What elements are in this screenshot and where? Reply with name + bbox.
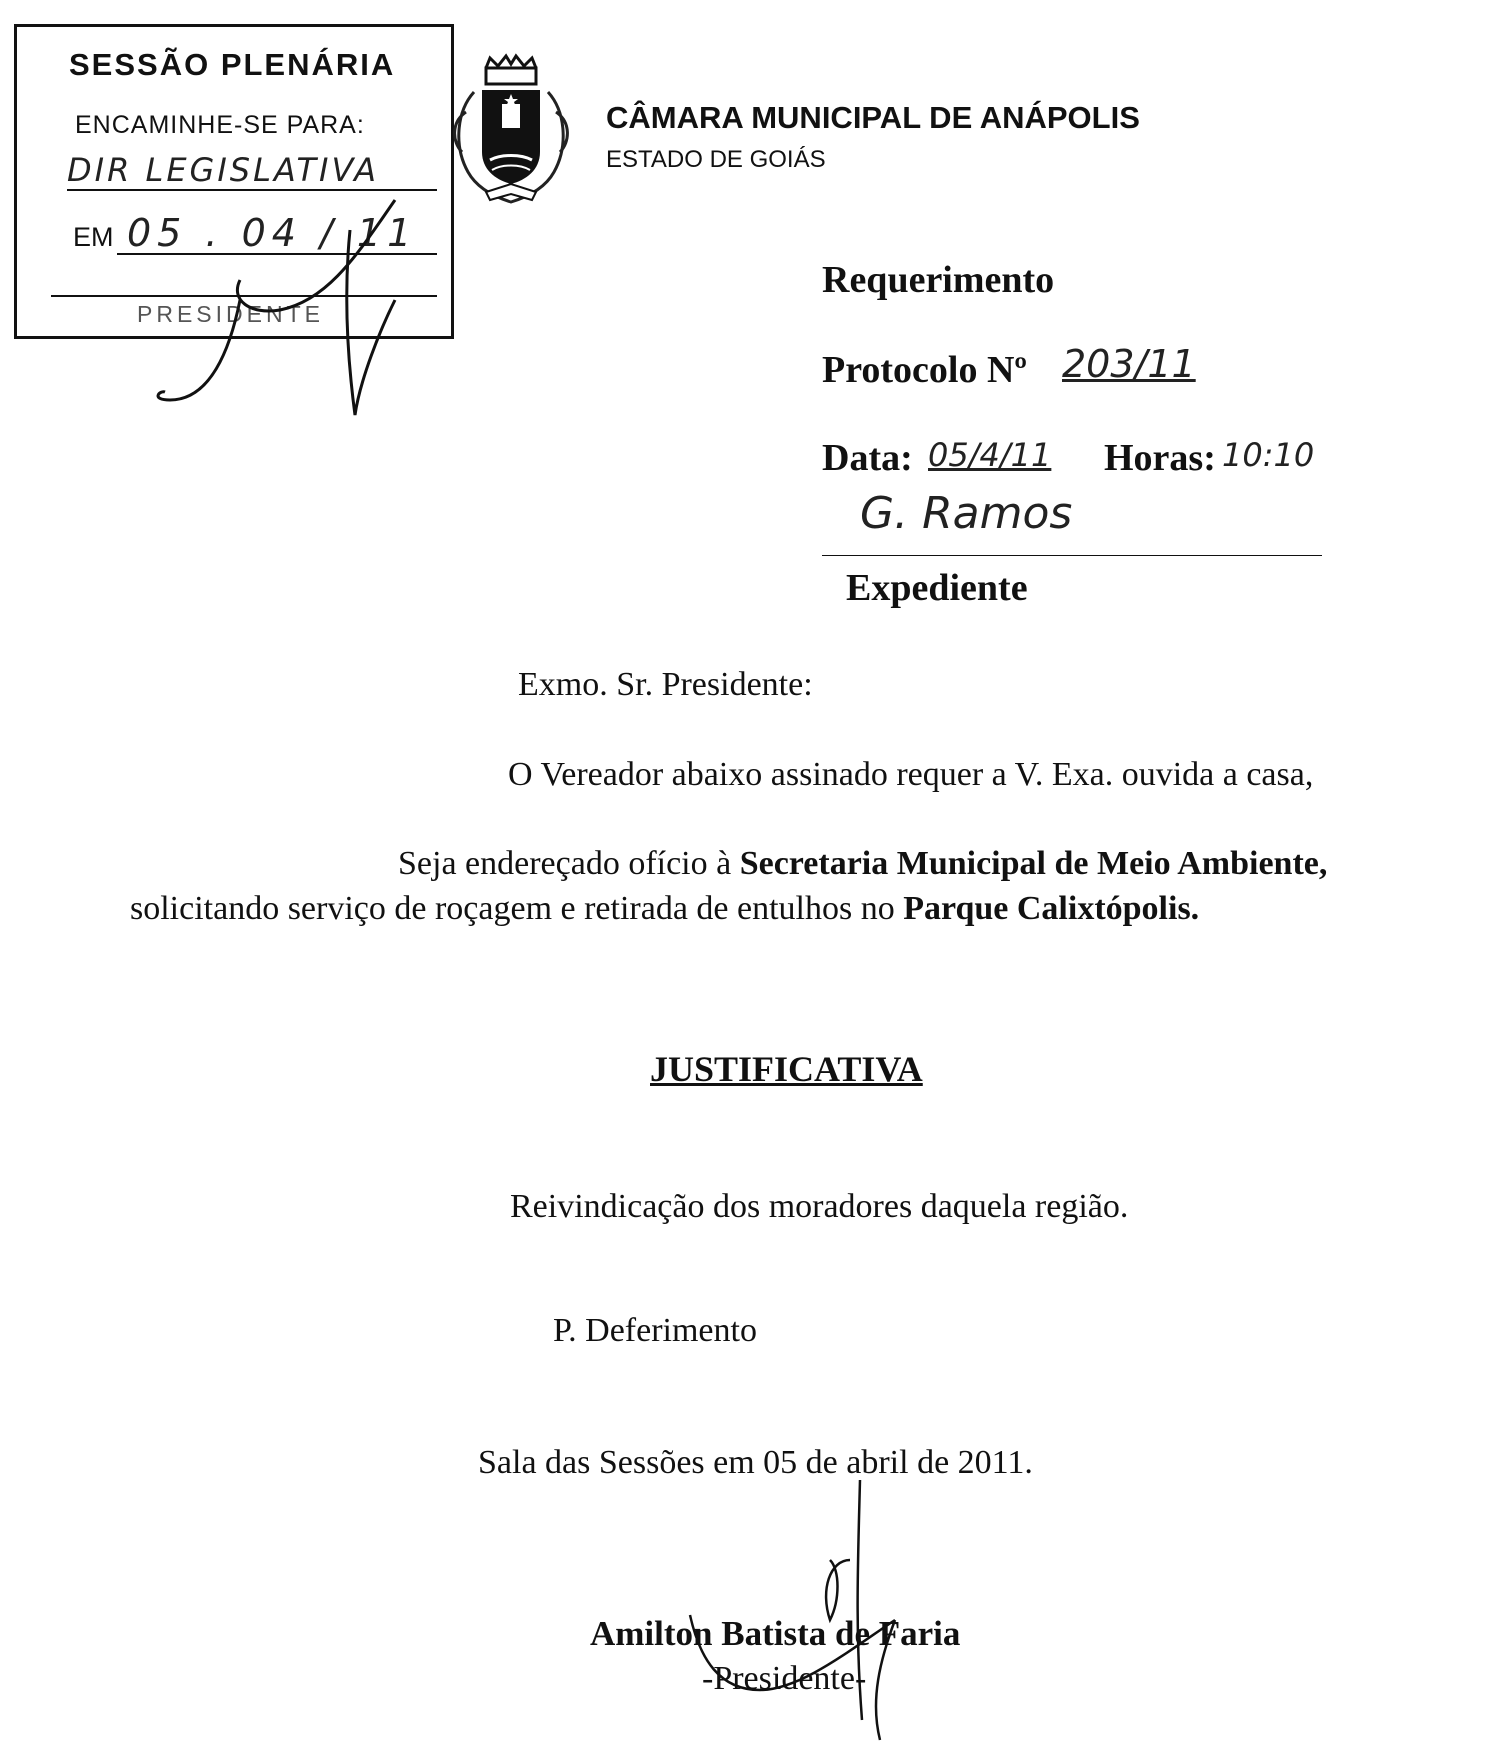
received-by-line <box>822 555 1322 556</box>
intro-paragraph: O Vereador abaixo assinado requer a V. Exa. ouvida a casa, <box>508 756 1314 793</box>
date-value: 05/4/11 <box>928 436 1052 474</box>
organization-name: CÂMARA MUNICIPAL DE ANÁPOLIS <box>606 100 1140 135</box>
plenary-session-stamp <box>14 24 454 339</box>
protocol-label: Protocolo Nº <box>822 349 1027 391</box>
date-label: Data: <box>822 437 913 479</box>
salutation: Exmo. Sr. Presidente: <box>518 666 813 703</box>
request-line2-prefix: solicitando serviço de roçagem e retirada de entulhos no <box>130 890 904 927</box>
request-prefix: Seja endereçado ofício à <box>398 845 740 882</box>
request-line-2 <box>130 890 1199 928</box>
stamp-date-line <box>117 253 437 255</box>
stamp-destination-line <box>67 189 437 191</box>
department-label: Expediente <box>846 567 1028 609</box>
stamp-title: SESSÃO PLENÁRIA <box>69 47 396 82</box>
stamp-date-value: 05 . 04 / 11 <box>127 211 418 255</box>
request-recipient: Secretaria Municipal de Meio Ambiente, <box>739 845 1328 882</box>
stamp-date-label: EM <box>73 222 114 252</box>
justification-heading: JUSTIFICATIVA <box>650 1049 923 1089</box>
stamp-destination: DIR LEGISLATIVA <box>67 151 380 189</box>
received-by-signature: G. Ramos <box>860 488 1073 539</box>
signer-role: -Presidente- <box>702 1660 867 1697</box>
organization-state: ESTADO DE GOIÁS <box>606 146 826 173</box>
document-type-title: Requerimento <box>822 259 1055 301</box>
place-and-date: Sala das Sessões em 05 de abril de 2011. <box>478 1444 1033 1481</box>
stamp-signature-line <box>51 295 437 297</box>
time-label: Horas: <box>1104 437 1216 479</box>
time-value: 10:10 <box>1222 436 1315 474</box>
signer-name: Amilton Batista de Faria <box>590 1614 961 1653</box>
request-line-1 <box>398 845 1327 883</box>
request-location: Parque Calixtópolis. <box>903 890 1200 927</box>
stamp-role: PRESIDENTE <box>137 301 324 327</box>
coat-of-arms-icon <box>446 52 576 204</box>
closing-formula: P. Deferimento <box>553 1312 757 1349</box>
protocol-number: 203/11 <box>1062 342 1196 386</box>
stamp-forward-label: ENCAMINHE-SE PARA: <box>75 111 365 139</box>
justification-text: Reivindicação dos moradores daquela região. <box>510 1188 1129 1225</box>
presidential-signature-scribble <box>690 1480 895 1740</box>
